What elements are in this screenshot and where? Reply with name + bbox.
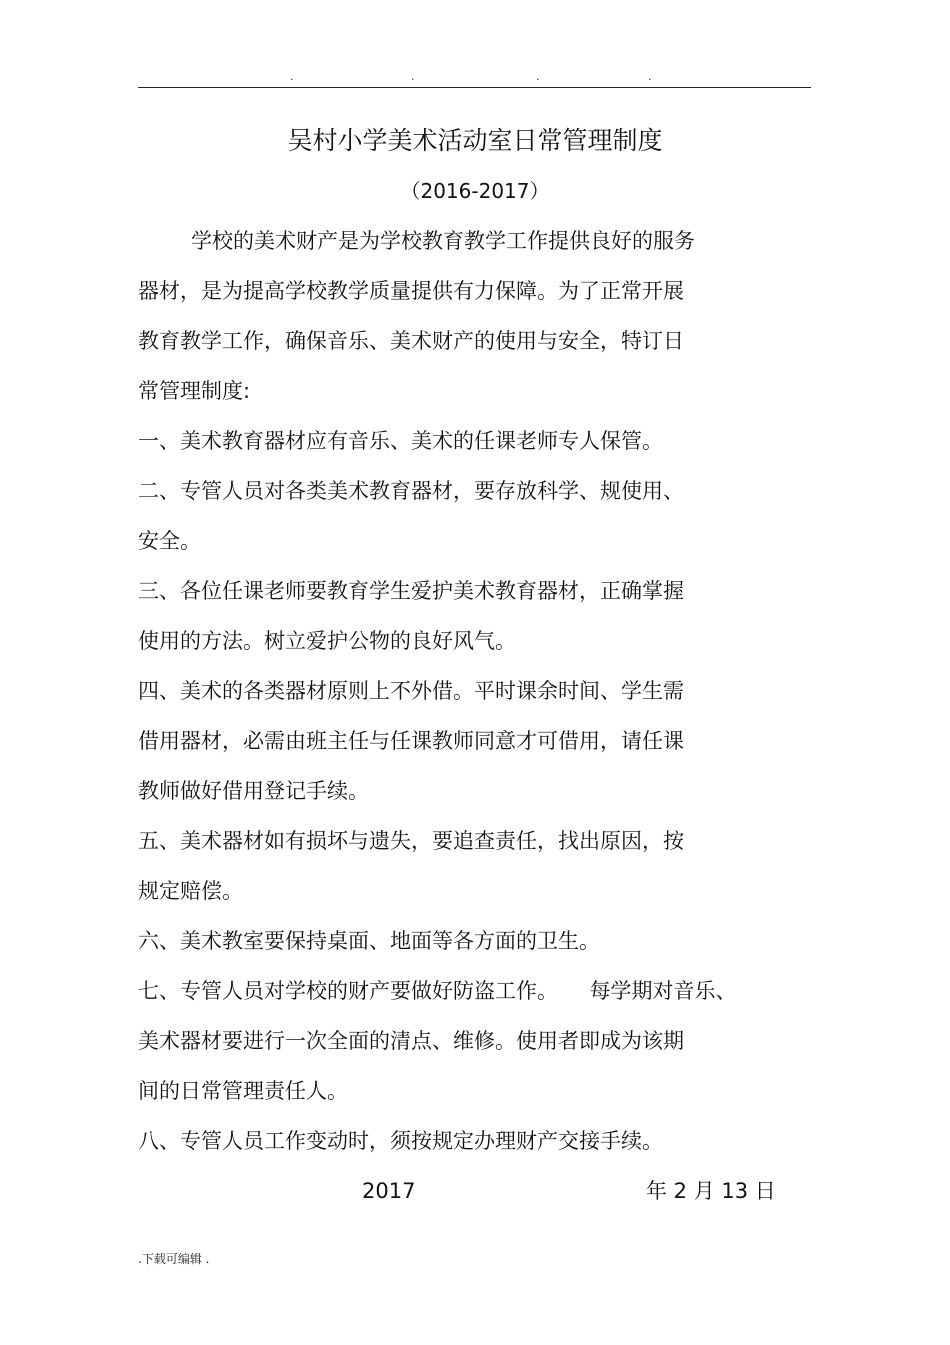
rule-item-continued: 教师做好借用登记手续。 bbox=[138, 779, 369, 803]
rule-item: 六、美术教室要保持桌面、地面等各方面的卫生。 bbox=[138, 929, 600, 953]
rule-item: 七、专管人员对学校的财产要做好防盗工作。 每学期对音乐、 bbox=[138, 979, 737, 1003]
header-dots bbox=[0, 70, 950, 84]
document-title: 吴村小学美术活动室日常管理制度 bbox=[287, 126, 663, 155]
body-line: 学校的美术财产是为学校教育教学工作提供良好的服务 bbox=[191, 229, 695, 253]
header-rule bbox=[138, 87, 811, 88]
rule-item-continued: 规定赔偿。 bbox=[138, 879, 243, 903]
date-month-day: 年 2 月 13 日 bbox=[646, 1179, 776, 1203]
rule-item: 八、专管人员工作变动时，须按规定办理财产交接手续。 bbox=[138, 1129, 663, 1153]
body-line: 教育教学工作，确保音乐、美术财产的使用与安全，特订日 bbox=[138, 329, 684, 353]
rule-item-continued: 使用的方法。树立爱护公物的良好风气。 bbox=[138, 629, 516, 653]
rule-item: 四、美术的各类器材原则上不外借。平时课余时间、学生需 bbox=[138, 679, 684, 703]
footer-note: .下载可编辑 . bbox=[138, 1252, 210, 1266]
date-year: 2017 bbox=[362, 1179, 416, 1203]
header-dot: . bbox=[536, 70, 540, 83]
rule-item-continued: 间的日常管理责任人。 bbox=[138, 1079, 348, 1103]
header-dot: . bbox=[648, 70, 652, 83]
rule-item: 二、专管人员对各类美术教育器材，要存放科学、规使用、 bbox=[138, 479, 684, 503]
body-line: 器材，是为提高学校教学质量提供有力保障。为了正常开展 bbox=[138, 279, 684, 303]
body-line: 常管理制度: bbox=[138, 379, 251, 403]
rule-item: 五、美术器材如有损坏与遗失，要追查责任，找出原因，按 bbox=[138, 829, 684, 853]
rule-item: 三、各位任课老师要教育学生爱护美术教育器材，正确掌握 bbox=[138, 579, 684, 603]
document-subtitle: （2016-2017） bbox=[400, 179, 550, 203]
header-dot: . bbox=[290, 70, 294, 83]
header-dot: . bbox=[411, 70, 415, 83]
rule-item-continued: 安全。 bbox=[138, 529, 201, 553]
rule-item-continued: 借用器材，必需由班主任与任课教师同意才可借用，请任课 bbox=[138, 729, 684, 753]
rule-item: 一、美术教育器材应有音乐、美术的任课老师专人保管。 bbox=[138, 429, 663, 453]
rule-item-continued: 美术器材要进行一次全面的清点、维修。使用者即成为该期 bbox=[138, 1029, 684, 1053]
